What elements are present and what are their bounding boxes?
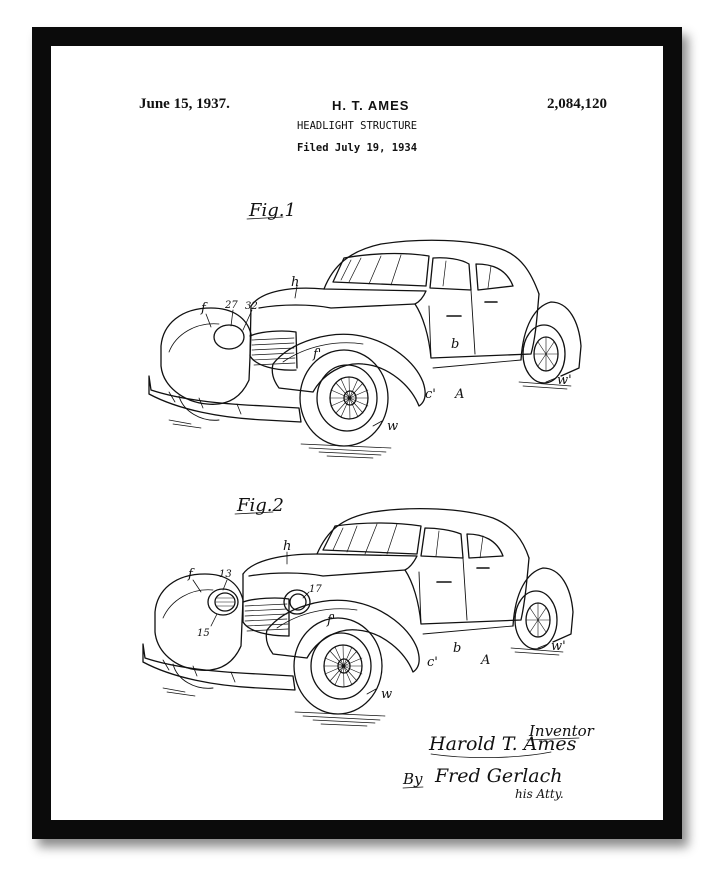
fig1-callout-32: 32 [245,301,258,312]
patent-number: 2,084,120 [547,96,607,112]
patent-date: June 15, 1937. [139,96,230,112]
fig2-callout-17: 17 [309,584,322,595]
fig1-callout-c: c' [425,387,436,402]
signature-block [402,722,595,801]
figure-1-car-drawing [149,200,581,458]
patent-title: HEADLIGHT STRUCTURE [296,120,418,132]
fig1-callout-h: h [291,275,300,290]
attorney-signature: Fred Gerlach [435,765,563,787]
fig2-callout-h: h [283,539,292,554]
fig1-callout-b: b [451,337,460,352]
fig1-callout-a: A [455,387,465,402]
fig1-callout-f: f [201,301,206,316]
patent-drawing [51,46,663,820]
fig2-callout-wprime: w' [551,639,566,654]
inventor-caption: Inventor [529,722,594,740]
figure-2-label: Fig.2 [237,495,284,516]
fig2-callout-15: 15 [197,628,210,639]
inventor-heading: H. T. AMES [332,98,410,113]
fig1-callout-fprime: f' [313,347,322,362]
inventor-signature: Harold T. Ames [429,733,577,755]
fig2-callout-w: w [381,687,393,702]
fig2-callout-13: 13 [219,569,232,580]
figure-2-car-drawing [143,495,573,726]
picture-frame [32,27,682,839]
by-label: By [403,770,423,788]
fig2-callout-b: b [453,641,462,656]
fig1-callout-wprime: w' [557,373,572,388]
fig1-callout-27: 27 [225,300,238,311]
fig2-callout-fprime: f' [327,613,336,628]
fig1-callout-w: w [387,419,399,434]
filed-date: Filed July 19, 1934 [296,142,418,154]
figure-1-label: Fig.1 [249,200,296,221]
fig2-callout-f: f [188,567,193,582]
attorney-caption: his Atty. [515,787,564,801]
patent-sheet [51,46,663,820]
fig2-callout-a: A [481,653,491,668]
fig2-callout-c: c' [427,655,438,670]
